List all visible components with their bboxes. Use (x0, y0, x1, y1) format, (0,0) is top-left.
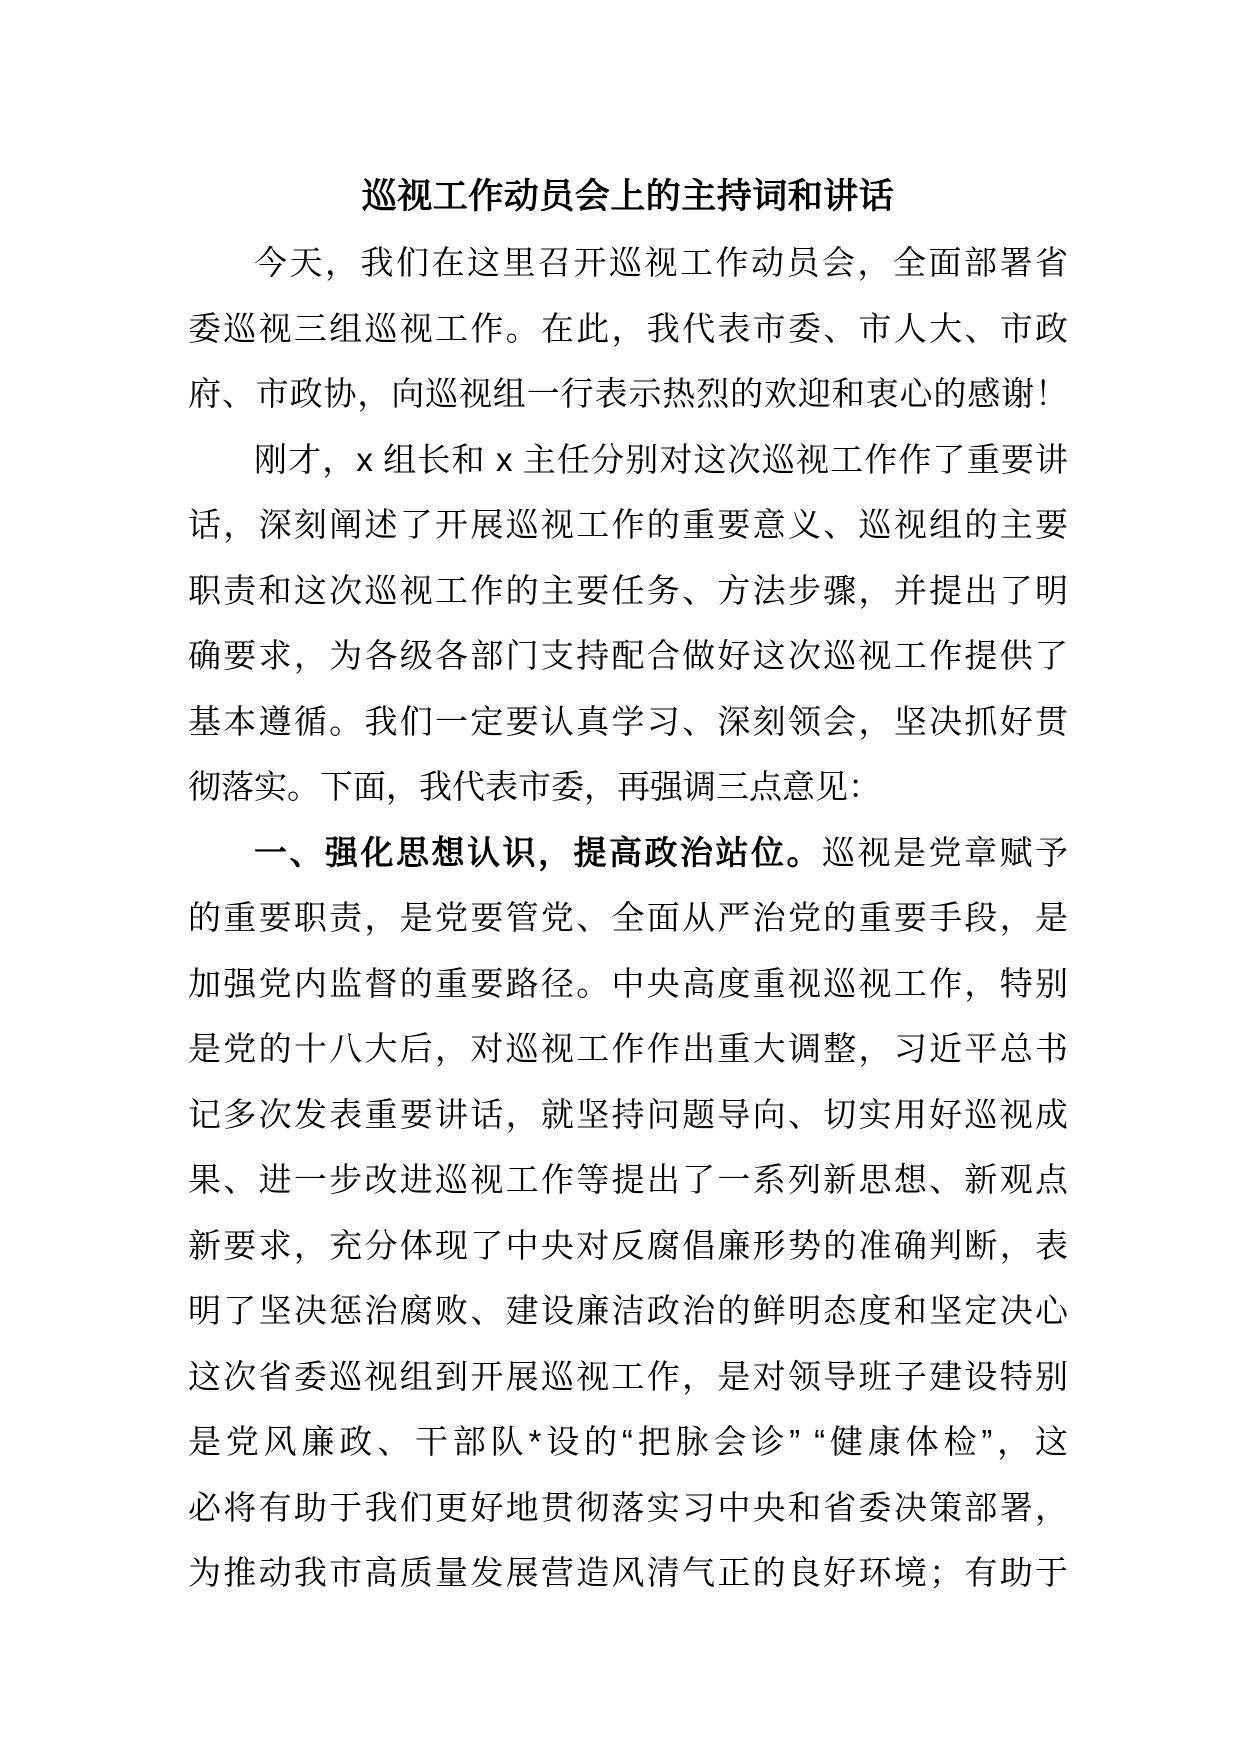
document-content (188, 164, 1068, 1606)
text-run: 职责和这次巡视工作的主要任务、方法步骤，并提出了明 (188, 571, 1068, 609)
text-line (188, 623, 1068, 689)
text-run: 记多次发表重要讲话，就坚持问题导向、切实用好巡视成 (188, 1095, 1068, 1133)
text-run: 果、进一步改进巡视工作等提出了一系列新思想、新观点 (188, 1161, 1068, 1198)
text-run: 必将有助于我们更好地贯彻落实习中央和省委决策部署， (188, 1488, 1068, 1526)
text-run: 的重要职责，是党要管党、全面从严治党的重要手段，是 (188, 899, 1068, 936)
text-run: 加强党内监督的重要路径。中央高度重视巡视工作，特别 (188, 964, 1068, 1002)
text-line (188, 951, 1068, 1017)
text-run: 彻落实。下面，我代表市委，再强调三点意见： (188, 768, 881, 805)
text-run: 确要求，为各级各部门支持配合做好这次巡视工作提供了 (188, 637, 1068, 674)
text-line (188, 1213, 1068, 1279)
text-run: 是党的十八大后，对巡视工作作出重大调整，习近平总书 (188, 1030, 1068, 1067)
text-run: 这次省委巡视组到开展巡视工作，是对领导班子建设特别 (188, 1357, 1068, 1395)
text-line (188, 689, 1068, 755)
text-line (188, 1540, 1068, 1606)
text-line (188, 1475, 1068, 1541)
text-run: 话，深刻阐述了开展巡视工作的重要意义、巡视组的主要 (188, 506, 1068, 543)
text-run: 刚才，x 组长和 x 主任分别对这次巡视工作作了重要讲 (254, 440, 1068, 478)
document-title: 巡视工作动员会上的主持词和讲话 (361, 177, 895, 216)
text-run: 巡视是党章赋予 (822, 833, 1068, 871)
text-run: 明了坚决惩治腐败、建设廉洁政治的鲜明态度和坚定决心 (188, 1292, 1068, 1329)
text-line (188, 427, 1068, 493)
text-line (188, 492, 1068, 558)
text-run: 是党风廉政、干部队*设的“把脉会诊” “健康体检”，这 (188, 1423, 1068, 1460)
text-line (188, 754, 1068, 820)
text-run: 新要求，充分体现了中央对反腐倡廉形势的准确判断，表 (188, 1226, 1068, 1264)
text-line (188, 1082, 1068, 1148)
text-line (188, 1147, 1068, 1213)
text-run: 今天，我们在这里召开巡视工作动员会，全面部署省 (254, 244, 1068, 281)
text-line (188, 296, 1068, 362)
text-run: 基本遵循。我们一定要认真学习、深刻领会，坚决抓好贯 (188, 702, 1068, 740)
text-line (188, 1016, 1068, 1082)
document-body (188, 230, 1068, 1606)
text-line (188, 558, 1068, 624)
text-line (188, 1278, 1068, 1344)
text-line (188, 1409, 1068, 1475)
text-line (188, 1344, 1068, 1410)
text-line (188, 230, 1068, 296)
text-line (188, 361, 1068, 427)
text-line (188, 820, 1068, 886)
text-line (188, 885, 1068, 951)
text-run: 为推动我市高质量发展营造风清气正的良好环境；有助于 (188, 1554, 1068, 1591)
text-run: 委巡视三组巡视工作。在此，我代表市委、市人大、市政 (188, 309, 1068, 347)
bold-text-run: 一、强化思想认识，提高政治站位。 (254, 833, 822, 871)
text-run: 府、市政协，向巡视组一行表示热烈的欢迎和衷心的感谢！ (188, 375, 1068, 412)
